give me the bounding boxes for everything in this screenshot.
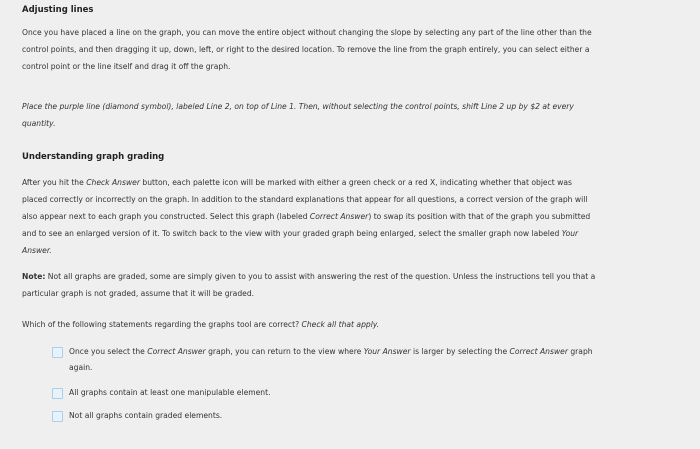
paragraph-line: placed correctly or incorrectly on the graph. In addition to the standard explanations that appear for all questions, a correct version of the graph will [22,195,588,204]
section-adjusting-lines [22,2,678,19]
answer-option-1[interactable] [52,344,672,376]
paragraph-line: control point or the line itself and drag it off the graph. [22,62,231,71]
section-graph-grading [22,149,678,166]
instruction-line: quantity. [22,119,56,128]
option-label: All graphs contain at least one manipulable element. [69,388,271,397]
paragraph-line: Answer. [22,246,52,255]
paragraph-line: also appear next to each graph you constructed. Select this graph (labeled Correct Answer) to swap its position with that of the graph you submitted [22,212,591,221]
note-text [22,268,678,302]
note-line: Note: Not all graphs are graded, some are simply given to you to assist with answering the rest of the question. Unless the instructions tell you that a [22,272,596,281]
paragraph-line: control points, and then dragging it up, down, left, or right to the desired location. To remove the line from the graph entirely, you can select either a [22,45,590,54]
heading-graph-grading: Understanding graph grading [22,152,165,162]
question-prompt [22,316,678,333]
adjusting-lines-text [22,24,678,75]
option-label: Once you select the Correct Answer graph, you can return to the view where Your Answer is larger by selecting the Correct Answer graph again. [69,347,593,372]
note-line: particular graph is not graded, assume that it will be graded. [22,289,255,298]
question-text: Which of the following statements regarding the graphs tool are correct? Check all that apply. [22,320,380,329]
note-label: Note: [22,272,46,281]
graph-grading-text [22,174,678,259]
heading-adjusting-lines: Adjusting lines [22,5,94,15]
paragraph-line: and to see an enlarged version of it. To switch back to the view with your graded graph being enlarged, select the smaller graph now labeled Your [22,229,579,238]
option-label: Not all graphs contain graded elements. [69,411,223,420]
answer-option-2[interactable] [52,385,672,401]
answer-option-3[interactable] [52,408,672,424]
option-checkbox[interactable] [52,388,63,399]
paragraph-line: Once you have placed a line on the graph, you can move the entire object without changing the slope by selecting any part of the line other than the [22,28,592,37]
option-checkbox[interactable] [52,347,63,358]
instruction-line: Place the purple line (diamond symbol), labeled Line 2, on top of Line 1. Then, without selecting the control points, shift Line 2 up by $2 at every [22,102,574,111]
option-checkbox[interactable] [52,411,63,422]
instruction-text [22,98,678,132]
paragraph-line: After you hit the Check Answer button, each palette icon will be marked with either a green check or a red X, indicating whether that object was [22,178,572,187]
